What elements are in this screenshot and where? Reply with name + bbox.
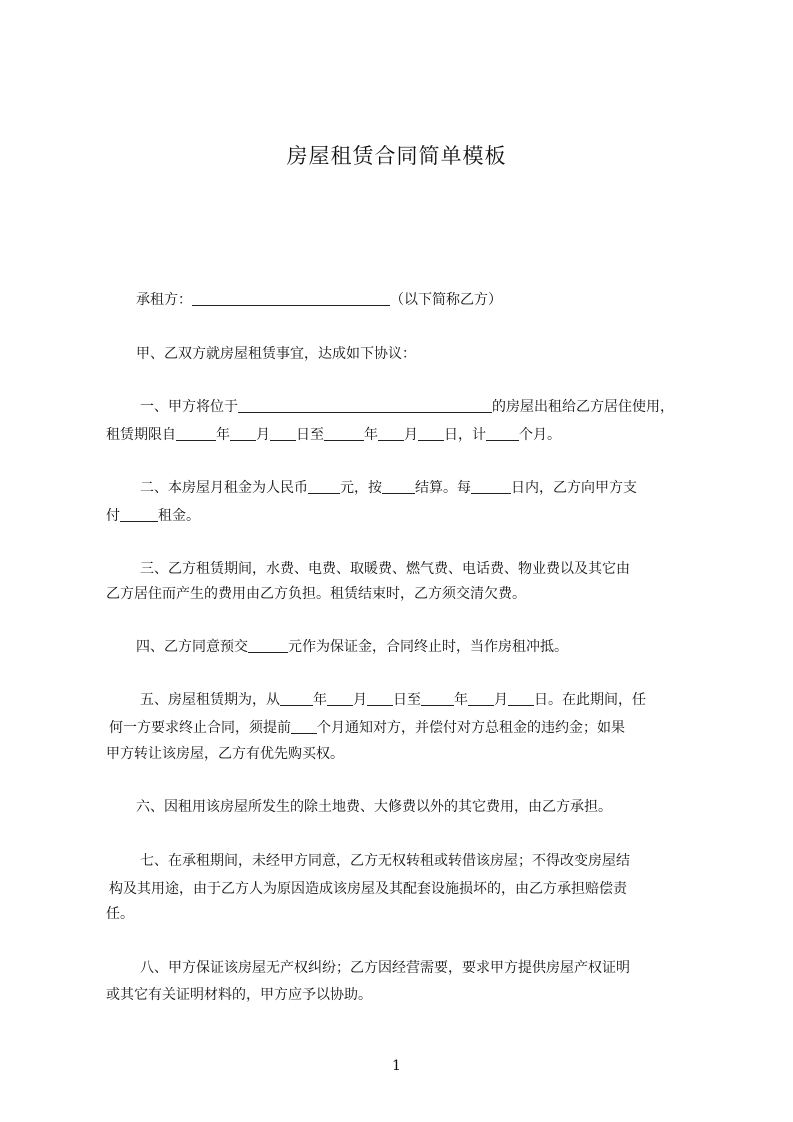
clause-1-text: 的房屋出租给乙方居住使用， <box>492 399 674 415</box>
clause-3-line-1: 三、乙方租赁期间，水费、电费、取暖费、燃气费、电话费、物业费以及其它由 <box>140 561 630 577</box>
clause-2-text: 结算。每 <box>415 480 471 496</box>
intro-text: 甲、乙双方就房屋租赁事宜，达成如下协议： <box>136 346 416 362</box>
clause-7-line-2: 构及其用途，由于乙方人为原因造成该房屋及其配套设施损坏的，由乙方承担赔偿责 <box>109 881 627 897</box>
clause-1-line-1 <box>140 397 706 417</box>
monthly-rent-blank <box>308 478 340 494</box>
total-months-blank <box>486 425 519 441</box>
start-month-blank <box>230 425 256 441</box>
clause-1-text: 月 <box>256 427 270 443</box>
property-address-blank <box>238 397 492 413</box>
clause-5-text: 月 <box>494 692 508 708</box>
tenant-label: 承租方： <box>136 292 192 308</box>
lease-end-day-blank <box>508 690 534 706</box>
page-number: 1 <box>392 1058 401 1074</box>
lease-start-month-blank <box>327 690 353 706</box>
clause-3-line-2: 乙方居住而产生的费用由乙方负担。租赁结束时，乙方须交清欠费。 <box>106 586 526 602</box>
clause-1-text: 一、甲方将位于 <box>140 399 238 415</box>
clause-5-text: 日至 <box>393 692 421 708</box>
end-month-blank <box>378 425 404 441</box>
document-title: 房屋租赁合同简单模板 <box>286 144 507 168</box>
start-year-blank <box>176 425 216 441</box>
clause-8-line-2: 或其它有关证明材料的，甲方应予以协助。 <box>106 987 372 1003</box>
clause-2-line-1 <box>140 478 706 498</box>
clause-1-text: 日，计 <box>444 427 486 443</box>
clause-1-text: 月 <box>404 427 418 443</box>
end-year-blank <box>324 425 364 441</box>
clause-1-text: 年 <box>216 427 230 443</box>
clause-2-text: 二、本房屋月租金为人民币 <box>140 480 308 496</box>
clause-4-line <box>136 637 706 657</box>
clause-2-text: 日内，乙方向甲方支 <box>511 480 637 496</box>
clause-1-text: 年 <box>364 427 378 443</box>
lease-end-month-blank <box>468 690 494 706</box>
clause-1-text: 租赁期限自 <box>106 427 176 443</box>
clause-4-text: 元作为保证金，合同终止时，当作房租冲抵。 <box>288 639 568 655</box>
clause-8-line-1: 八、甲方保证该房屋无产权纠纷；乙方因经营需要，要求甲方提供房屋产权证明 <box>140 960 630 976</box>
clause-7-line-1: 七、在承租期间，未经甲方同意，乙方无权转租或转借该房屋；不得改变房屋结 <box>140 853 630 869</box>
clause-7-line-3: 任。 <box>106 906 134 922</box>
lease-end-year-blank <box>421 690 454 706</box>
clause-5-text: 五、房屋租赁期为，从 <box>140 692 280 708</box>
clause-6-line: 六、因租用该房屋所发生的除土地费、大修费以外的其它费用，由乙方承担。 <box>136 799 612 815</box>
clause-2-text: 付 <box>106 508 120 524</box>
start-day-blank <box>270 425 296 441</box>
clause-5-text: 何一方要求终止合同，须提前 <box>109 720 291 736</box>
payment-day-blank <box>471 478 511 494</box>
clause-5-line-3: 甲方转让该房屋，乙方有优先购买权。 <box>106 746 344 762</box>
deposit-blank <box>248 637 288 653</box>
tenant-suffix: （以下简称乙方） <box>390 292 502 308</box>
clause-5-text: 日。在此期间，任 <box>534 692 646 708</box>
lease-start-year-blank <box>280 690 313 706</box>
clause-2-text: 元，按 <box>340 480 382 496</box>
clause-5-line-1 <box>140 690 706 710</box>
clause-5-text: 年 <box>313 692 327 708</box>
clause-2-text: 租金。 <box>158 508 200 524</box>
clause-5-text: 月 <box>353 692 367 708</box>
clause-1-text: 个月。 <box>519 427 561 443</box>
clause-1-line-2 <box>106 425 706 445</box>
tenant-name-blank <box>192 290 390 306</box>
clause-4-text: 四、乙方同意预交 <box>136 639 248 655</box>
clause-5-text: 个月通知对方，并偿付对方总租金的违约金；如果 <box>317 720 625 736</box>
clause-1-text: 日至 <box>296 427 324 443</box>
clause-2-line-2 <box>106 506 706 526</box>
clause-5-line-2 <box>109 718 709 738</box>
tenant-line <box>136 290 706 310</box>
rent-amount-blank <box>120 506 158 522</box>
lease-start-day-blank <box>367 690 393 706</box>
end-day-blank <box>418 425 444 441</box>
clause-5-text: 年 <box>454 692 468 708</box>
notice-months-blank <box>291 718 317 734</box>
settlement-method-blank <box>382 478 415 494</box>
